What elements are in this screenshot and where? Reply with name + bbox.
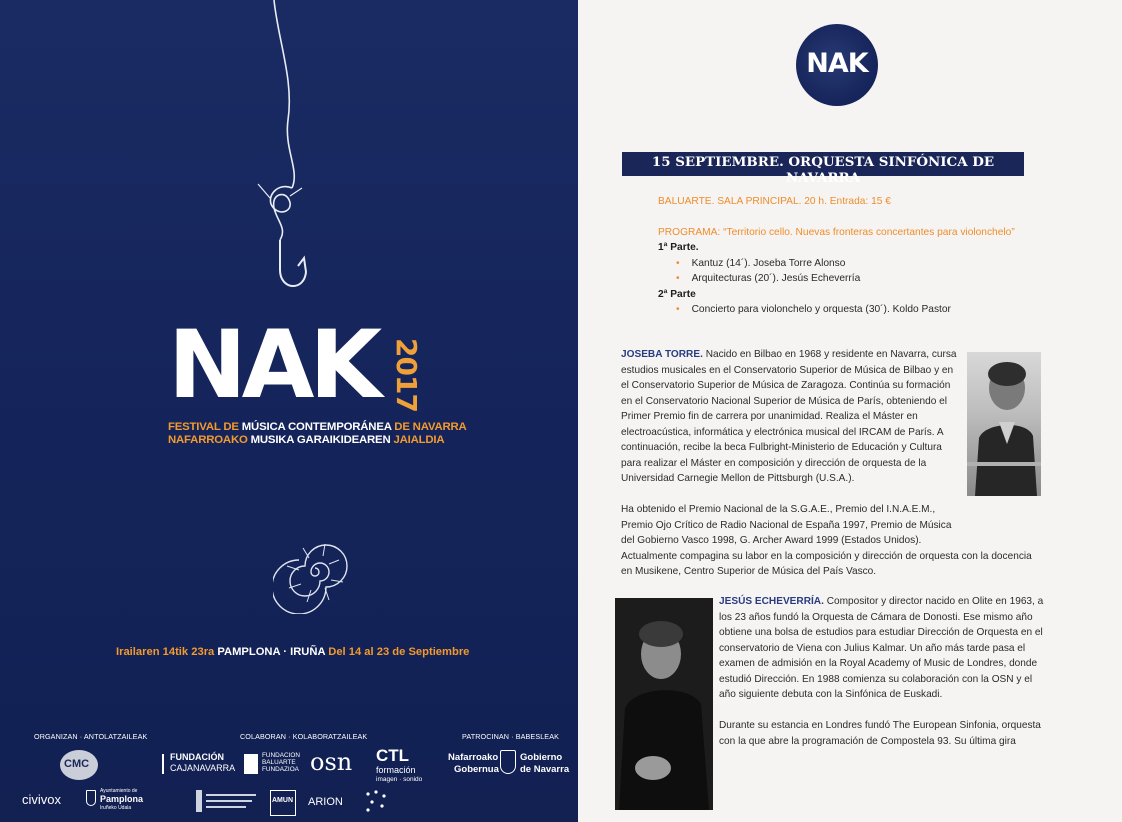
bullet-icon: • [676, 304, 680, 315]
festival-dates: Irailaren 14tik 23ra PAMPLONA · IRUÑA Del 14 al 23 de Septiembre [116, 646, 470, 658]
bio-jesus-echeverria: JESÚS ECHEVERRÍA. Compositor y director nacido en Olite en 1963, a los 23 años fundó la Orquesta de Cámara de Donosti. Ese mismo año obtiene una bolsa de estudios para estudiar Dirección de Orquesta en el conservatorio de Viena con Julius Kalmar. Un año más tarde pasa el examen de admisión en la Royal Academy of Music de Londres, donde estudió Dirección. En 1988 comienza su colaboración con la OSN y el año siguiente debuta con la Sinfónica de Euskadi. [719, 596, 1044, 700]
coat-of-arms-icon [500, 750, 516, 774]
fishing-hook-illustration [230, 0, 340, 300]
osn-logo: osn [310, 748, 353, 776]
festival-subtitle-eu: NAFARROAKO MUSIKA GARAIKIDEAREN JAIALDIA [168, 434, 445, 446]
part-two-heading: 2ª Parte [658, 289, 696, 300]
festival-subtitle-es: FESTIVAL DE MÚSICA CONTEMPORÁNEA DE NAVARRA [168, 421, 467, 433]
bullet-icon: • [676, 273, 680, 284]
spiral-shell-illustration [273, 530, 357, 614]
amun-logo: AMUN [270, 790, 296, 816]
arion-logo: ARION [308, 796, 343, 808]
program-item: • Arquitecturas (20´). Jesús Echeverría [676, 273, 861, 284]
year-label [390, 334, 423, 418]
concert-title-bar [622, 152, 1024, 186]
program-item: • Concierto para violonchelo y orquesta (30´). Koldo Pastor [676, 304, 951, 315]
part-one-heading: 1ª Parte. [658, 242, 699, 253]
jesus-echeverria-photo [615, 598, 713, 810]
joseba-torre-photo [967, 352, 1041, 496]
nak-logo: NAK [168, 311, 378, 420]
fundacion-baluarte-logo: FUNDACION BALUARTE FUNDAZIOA [244, 752, 304, 778]
organizers-heading: ORGANIZAN · ANTOLATZAILEAK [34, 732, 148, 741]
conservatorio-logo [196, 790, 258, 814]
ctl-logo: CTL formación imagen · sonido [376, 746, 423, 783]
concert-title: 15 SEPTIEMBRE. ORQUESTA SINFÓNICA DE NAVARRA [651, 154, 995, 186]
nak-badge-logo: NAK [796, 24, 878, 106]
coat-of-arms-icon [86, 790, 96, 806]
collaborators-heading: COLABORAN · KOLABORATZAILEAK [240, 732, 368, 741]
program-page [578, 0, 1122, 822]
patrons-heading: PATROCINAN · BABESLEAK [462, 732, 559, 741]
cmc-logo: CMC [60, 750, 98, 780]
program-item: • Kantuz (14´). Joseba Torre Alonso [676, 258, 846, 269]
gobierno-navarra-logo: Nafarroako Gobernua Gobierno de Navarra [448, 752, 570, 775]
year-text: 2017 [390, 338, 423, 412]
composer-name: JOSEBA TORRE. [621, 349, 703, 360]
bio-jesus-echeverria-london: Durante su estancia en Londres fundó The European Sinfonia, orquesta con la que abre la programación de Compostela 93. Su última gira [719, 720, 1041, 747]
bullet-icon: • [676, 258, 680, 269]
dots-logo [362, 788, 392, 814]
composer-name: JESÚS ECHEVERRÍA. [719, 596, 824, 607]
bio-joseba-torre: JOSEBA TORRE. Nacido en Bilbao en 1968 y residente en Navarra, cursa estudios musicales en el Conservatorio Superior de Música de Bilbao y en el Conservatorio Superior de Música de Zaragoza. Continúa su formación en el Conservatorio Nacional Superior de Música de París, obteniendo el Primer Premio fin de carrera por unanimidad. Realiza el Máster en electroacústica, informática y electrónica musical del IRCAM de París. A continuación, recibe la beca Fulbright-Ministerio de Educación y Cultura para realizar el Máster en composición y dirección de orquesta de la Universidad Carnegie Mellon de Pittsburgh (U.S.A.). [621, 349, 957, 484]
venue-line: BALUARTE. SALA PRINCIPAL. 20 h. Entrada: 15 € [658, 196, 891, 207]
bio-joseba-torre-awards: Ha obtenido el Premio Nacional de la S.G.A.E., Premio del I.N.A.E.M., Premio Ojo Crítico de Radio Nacional de España 1997, Premio de Música del Gobierno Vasco 1998, G. Archer Award 1999 (Estados Unidos). Actualmente compagina su labor en la composición y dirección de orquesta con la docencia en Musikene, Centro Superior de Música del País Vasco. [621, 504, 1032, 577]
ayuntamiento-pamplona-logo: Ayuntamiento de Pamplona Iruñeko Udala [86, 788, 146, 814]
civivox-logo: civivox [22, 792, 62, 807]
program-line: PROGRAMA: “Territorio cello. Nuevas fronteras concertantes para violonchelo” [658, 227, 1015, 238]
fundacion-cajanavarra-logo: FUNDACIÓN CAJANAVARRA [162, 752, 244, 776]
